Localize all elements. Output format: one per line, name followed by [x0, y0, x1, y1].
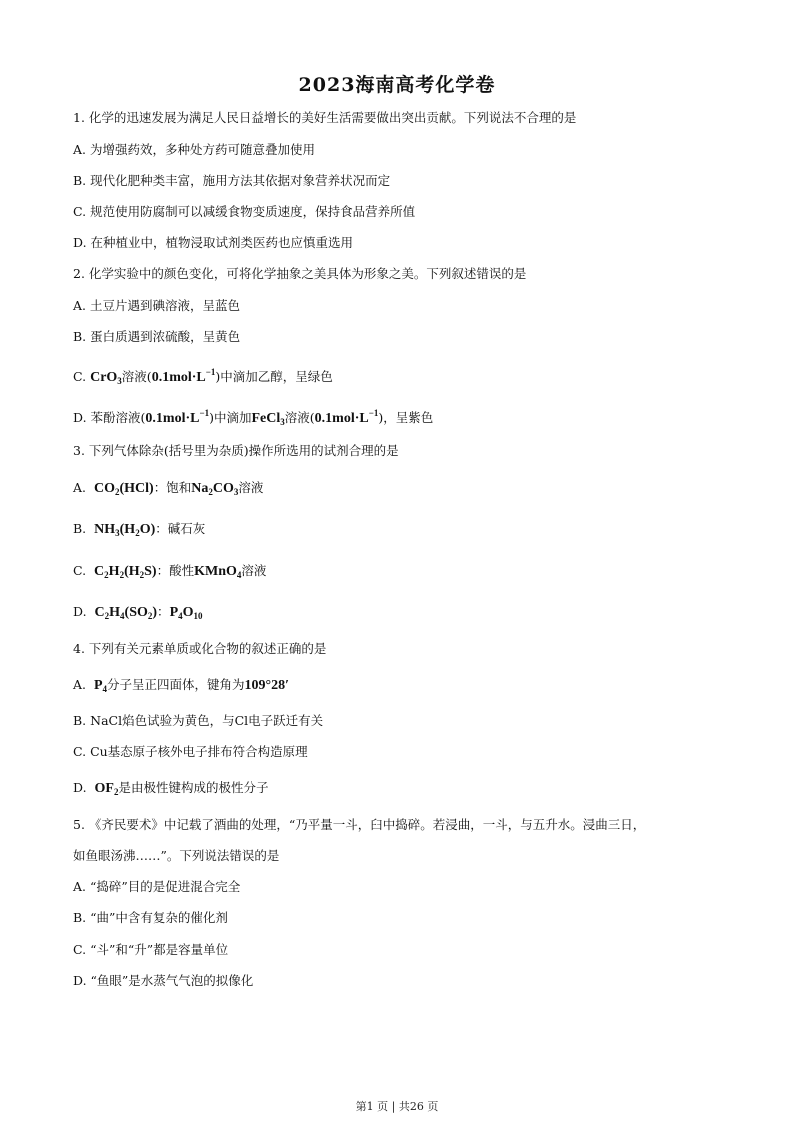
question-2-stem: 2. 化学实验中的颜色变化，可将化学抽象之美具体为形象之美。下列叙述错误的是	[73, 266, 527, 281]
question-1-option-b: B. 现代化肥种类丰富，施用方法其依据对象营养状况而定	[73, 173, 391, 188]
concentration: $0.1mol\cdot L^{-1}$	[314, 408, 379, 426]
question-5-option-b: B. “曲”中含有复杂的催化剂	[73, 910, 228, 925]
option-label: B.	[73, 521, 87, 536]
question-5-option-c: C. “斗”和“升”都是容量单位	[73, 942, 229, 957]
option-text: )，呈紫色	[378, 410, 434, 425]
question-1-stem: 1. 化学的迅速发展为满足人民日益增长的美好生活需要做出突出贡献。下列说法不合理的是	[73, 110, 577, 125]
question-1-option-d: D. 在种植业中，植物浸取试剂类医药也应慎重选用	[73, 235, 354, 250]
option-label: C.	[73, 563, 87, 578]
option-label: D.	[73, 604, 87, 619]
option-label: A.	[73, 677, 87, 692]
question-4-option-a	[73, 676, 289, 698]
question-4-option-b: B. NaCl焰色试验为黄色，与Cl电子跃迁有关	[73, 713, 324, 728]
option-label: A.	[73, 480, 87, 495]
formula-c2h2-h2s: $C_2H_2(H_2S)$	[94, 564, 157, 580]
option-text: D. 苯酚溶液(	[73, 410, 146, 425]
question-3-option-b	[73, 520, 205, 542]
option-text: 是由极性键构成的极性分子	[118, 780, 269, 795]
concentration: $0.1mol\cdot L^{-1}$	[145, 408, 210, 426]
question-2-option-d	[73, 404, 433, 431]
formula-nh3-h2o: $NH_3(H_2O)$	[94, 522, 156, 538]
question-3-stem: 3. 下列气体除杂(括号里为杂质)操作所选用的试剂合理的是	[73, 443, 399, 458]
option-text: ：碱石灰	[155, 521, 206, 536]
formula-p4o10: $P_4O_{10}$	[169, 605, 203, 621]
formula-fecl3: FeCl$_3$	[251, 411, 285, 427]
option-label: C.	[73, 369, 87, 384]
formula-kmno4: KMnO$_4$	[194, 564, 242, 580]
option-text: 溶液	[238, 480, 264, 495]
question-4-option-c: C. Cu基态原子核外电子排布符合构造原理	[73, 744, 308, 759]
option-text: )中滴加	[209, 410, 252, 425]
question-5-option-d: D. “鱼眼”是水蒸气气泡的拟像化	[73, 973, 254, 988]
option-text: 溶液	[241, 563, 267, 578]
question-5-stem-line-1: 5. 《齐民要术》中记载了酒曲的处理，“乃平量一斗，臼中捣碎。若浸曲，一斗，与五升水。浸曲三日，	[73, 817, 646, 832]
option-text: )中滴加乙醇，呈绿色	[215, 369, 333, 384]
bond-angle: 109°28′	[244, 678, 290, 693]
formula-p4: $P_4$	[93, 678, 108, 694]
question-2-option-a: A. 土豆片遇到碘溶液，呈蓝色	[73, 298, 240, 313]
question-3-option-c	[73, 562, 266, 584]
question-5-stem-line-2: 如鱼眼汤沸……”。下列说法错误的是	[73, 848, 280, 863]
option-text: ：酸性	[156, 563, 195, 578]
formula-cro3: CrO$_3$	[90, 370, 122, 386]
question-3-option-d	[73, 603, 203, 625]
question-3-option-a	[73, 479, 263, 501]
question-2-option-b: B. 蛋白质遇到浓硫酸，呈黄色	[73, 329, 241, 344]
option-text: ：饱和	[153, 480, 192, 495]
question-1-option-a: A. 为增强药效，多种处方药可随意叠加使用	[73, 142, 315, 157]
concentration: $0.1mol\cdot L^{-1}$	[151, 367, 216, 385]
formula-na2co3: $Na_2CO_3$	[191, 481, 239, 497]
option-label: D.	[73, 780, 87, 795]
formula-c2h4-so2: $C_2H_4(SO_2)$	[94, 605, 158, 621]
option-text: 溶液(	[121, 369, 152, 384]
question-1-option-c: C. 规范使用防腐制可以减缓食物变质速度，保持食品营养所值	[73, 204, 416, 219]
formula-co2-hcl: $CO_2(HCl)$	[93, 481, 154, 497]
question-4-option-d	[73, 779, 268, 801]
formula-of2: $OF_2$	[94, 781, 119, 797]
question-2-option-c	[73, 363, 333, 390]
option-text: 分子呈正四面体，键角为	[107, 677, 245, 692]
option-text: ：	[157, 604, 170, 619]
question-4-stem: 4. 下列有关元素单质或化合物的叙述正确的是	[73, 641, 327, 656]
option-text: 溶液(	[284, 410, 315, 425]
page-title: 2023海南高考化学卷	[298, 74, 496, 96]
page-number: 第1 页 | 共26 页	[355, 1100, 439, 1113]
question-5-option-a: A. “捣碎”目的是促进混合完全	[73, 879, 241, 894]
